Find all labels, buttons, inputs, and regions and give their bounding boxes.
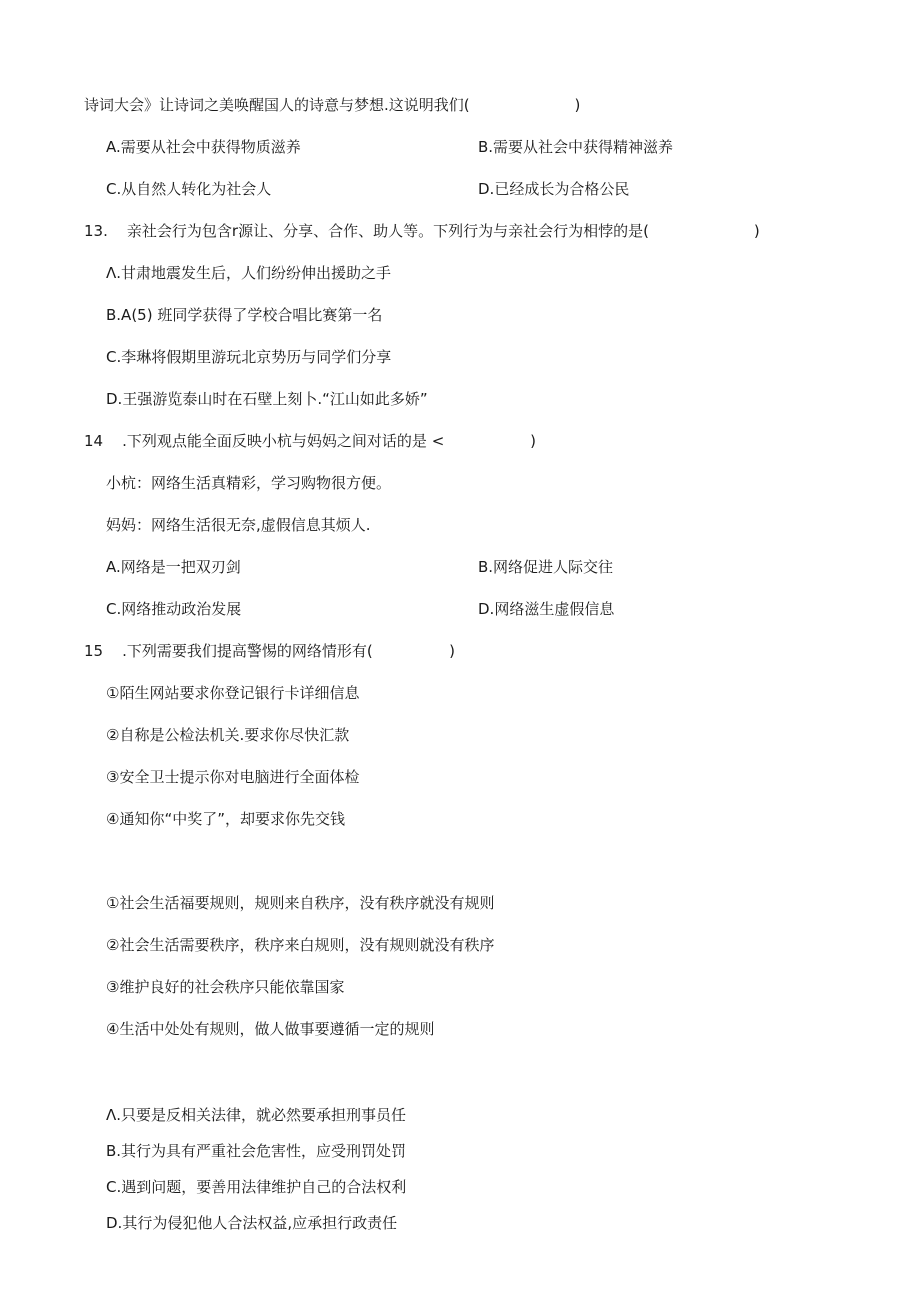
q13-option-b: B.A(5) 班同学获得了学校合唱比赛第一名 bbox=[106, 306, 383, 324]
q13-option-a: Λ.甘肃地震发生后，人们纷纷伸出援助之手 bbox=[106, 264, 392, 282]
q14-option-b: B.网络促进人际交往 bbox=[478, 558, 614, 576]
q14-stem: 14 .下列观点能全面反映小杭与妈妈之间对话的是 < ) bbox=[84, 432, 536, 450]
q17-option-b: B.其行为具有严重社会危害性，应受刑罚处罚 bbox=[106, 1142, 407, 1160]
q14-option-c: C.网络推动政治发展 bbox=[106, 600, 242, 618]
q14-option-a: A.网络是一把双刃剑 bbox=[106, 558, 241, 576]
q12-option-a: A.需要从社会中获得物质滋养 bbox=[106, 138, 301, 156]
q15-item: ④通知你“中奖了”，却要求你先交钱 bbox=[106, 810, 345, 828]
q16-item: ③维护良好的社会秩序只能依靠国家 bbox=[106, 978, 345, 996]
q14-dialog-line: 妈妈：网络生活很无奈,虚假信息其烦人. bbox=[106, 516, 371, 534]
q15-item: ①陌生网站要求你登记银行卡详细信息 bbox=[106, 684, 360, 702]
q16-item: ①社会生活福要规则，规则来自秩序，没有秩序就没有规则 bbox=[106, 894, 495, 912]
q15-item: ②自称是公检法机关.要求你尽快汇款 bbox=[106, 726, 350, 744]
q17-option-d: D.其行为侵犯他人合法权益,应承担行政责任 bbox=[106, 1214, 398, 1232]
q15-item: ③安全卫士提示你对电脑进行全面体检 bbox=[106, 768, 360, 786]
q16-item: ②社会生活需要秩序，秩序来白规则，没有规则就没有秩序 bbox=[106, 936, 495, 954]
q13-option-c: C.李琳将假期里游玩北京势历与同学们分享 bbox=[106, 348, 392, 366]
q13-stem: 13. 亲社会行为包含r源让、分享、合作、助人等。下列行为与亲社会行为相悖的是( ) bbox=[84, 222, 760, 240]
q12-option-b: B.需要从社会中获得精神滋养 bbox=[478, 138, 674, 156]
q17-option-c: C.遇到问题，要善用法律维护自己的合法权利 bbox=[106, 1178, 407, 1196]
q17-option-a: Λ.只要是反相关法律，就必然要承担刑事员任 bbox=[106, 1106, 407, 1124]
q12-option-d: D.已经成长为合格公民 bbox=[478, 180, 630, 198]
q16-item: ④生活中处处有规则，做人做事要遵循一定的规则 bbox=[106, 1020, 435, 1038]
q12-stem: 诗词大会》让诗词之美唤醒国人的诗意与梦想.这说明我们( ) bbox=[84, 96, 581, 114]
q13-option-d: D.王强游览泰山时在石壁上刻卜.“江山如此多娇” bbox=[106, 390, 428, 408]
q14-option-d: D.网络滋生虚假信息 bbox=[478, 600, 615, 618]
q12-option-c: C.从自然人转化为社会人 bbox=[106, 180, 272, 198]
q14-dialog-line: 小杭：网络生活真精彩，学习购物很方便。 bbox=[106, 474, 392, 492]
q15-stem: 15 .下列需要我们提高警惕的网络情形有( ) bbox=[84, 642, 455, 660]
